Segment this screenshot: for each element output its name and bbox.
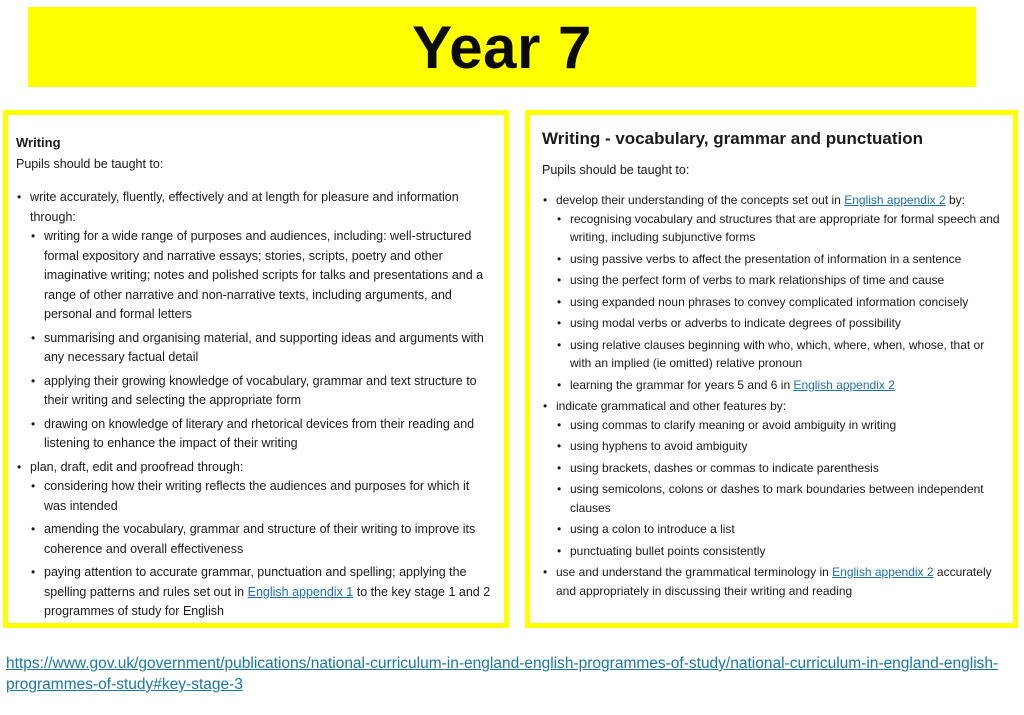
list-item: • applying their growing knowledge of vocabulary, grammar and text structure to their writing and selecting the appropriate form <box>44 372 494 411</box>
list-item-text: write accurately, fluently, effectively and at length for pleasure and information through: <box>30 190 459 224</box>
list-item-text: accurately and appropriately in discussing their writing and reading <box>556 565 992 598</box>
writing-sublist <box>30 227 494 454</box>
list-item: • recognising vocabulary and structures that are appropriate for formal speech and writing, including subjunctive forms <box>570 210 1003 247</box>
list-item: • considering how their writing reflects the audiences and purposes for which it was intended <box>44 477 494 516</box>
list-item: • using expanded noun phrases to convey complicated information concisely <box>570 293 1003 312</box>
list-item: • amending the vocabulary, grammar and structure of their writing to improve its coherence and overall effectiveness <box>44 520 494 559</box>
english-appendix-2-link[interactable]: English appendix 2 <box>844 193 946 207</box>
list-item: • using semicolons, colons or dashes to mark boundaries between independent clauses <box>570 480 1003 517</box>
list-item <box>556 191 1003 394</box>
list-item: • using hyphens to avoid ambiguity <box>570 437 1003 456</box>
english-appendix-1-link[interactable]: English appendix 1 <box>247 584 354 599</box>
source-url-link[interactable]: https://www.gov.uk/government/publications/national-curriculum-in-england-english-programmes-of-study/national-curriculum-in-england-english-programmes-of-study#key-stage-3 <box>6 655 999 693</box>
list-item-text: indicate grammatical and other features by: <box>556 399 787 413</box>
list-item <box>556 563 1003 600</box>
english-appendix-2-link[interactable]: English appendix 2 <box>793 377 895 392</box>
list-item: • using the perfect form of verbs to mark relationships of time and cause <box>570 271 1003 290</box>
list-item: • using commas to clarify meaning or avoid ambiguity in writing <box>570 416 1003 435</box>
list-item: • using relative clauses beginning with who, which, where, when, whose, that or with an implied (ie omitted) relative pronoun <box>570 336 1003 373</box>
list-item-text: by: <box>945 193 965 207</box>
list-item <box>30 458 494 622</box>
plan-sublist <box>30 477 494 622</box>
list-item: • writing for a wide range of purposes and audiences, including: well-structured formal expository and narrative essays; stories, scripts, poetry and other imaginative writing; notes and polished scripts for talks and presentations and a range of other narrative and non-narrative texts, including arguments, and personal and formal letters <box>44 227 494 325</box>
list-item-text: paying attention to accurate grammar, punctuation and spelling; applying the spelling patterns and rules set out in <box>44 565 467 599</box>
writing-heading: Writing <box>16 135 61 150</box>
list-item: • using brackets, dashes or commas to indicate parenthesis <box>570 459 1003 478</box>
vocabulary-grammar-heading: Writing - vocabulary, grammar and punctuation <box>542 129 923 148</box>
list-item <box>30 188 494 454</box>
list-item <box>556 397 1003 560</box>
list-item: • summarising and organising material, and supporting ideas and arguments with any necessary factual detail <box>44 329 494 368</box>
list-item: • using a colon to introduce a list <box>570 520 1003 539</box>
list-item: • drawing on knowledge of literary and rhetorical devices from their reading and listening to enhance the impact of their writing <box>44 415 494 454</box>
list-item: • using passive verbs to affect the presentation of information in a sentence <box>570 250 1003 269</box>
list-item: • using modal verbs or adverbs to indicate degrees of possibility <box>570 314 1003 333</box>
page-title: Year 7 <box>412 13 592 81</box>
list-item-text: to the key stage 1 and 2 programmes of study for English <box>44 584 491 618</box>
features-sublist <box>556 416 1003 561</box>
list-item: • punctuating bullet points consistently <box>570 542 1003 561</box>
english-appendix-2-link[interactable]: English appendix 2 <box>832 565 934 579</box>
writing-list <box>16 188 494 622</box>
list-item-text: develop their understanding of the concepts set out in <box>556 193 845 207</box>
writing-intro: Pupils should be taught to: <box>16 157 164 171</box>
vocabulary-grammar-intro: Pupils should be taught to: <box>542 163 690 177</box>
vocabulary-grammar-list <box>542 191 1003 600</box>
list-item-text: plan, draft, edit and proofread through: <box>30 459 244 474</box>
title-banner <box>28 7 976 87</box>
list-item-text: learning the grammar for years 5 and 6 in <box>570 377 794 392</box>
concepts-sublist <box>556 210 1003 395</box>
list-item-text: use and understand the grammatical terminology in <box>556 565 833 579</box>
list-item <box>44 563 494 622</box>
list-item <box>570 376 1003 395</box>
writing-panel <box>3 110 509 628</box>
vocabulary-grammar-panel <box>525 110 1018 628</box>
